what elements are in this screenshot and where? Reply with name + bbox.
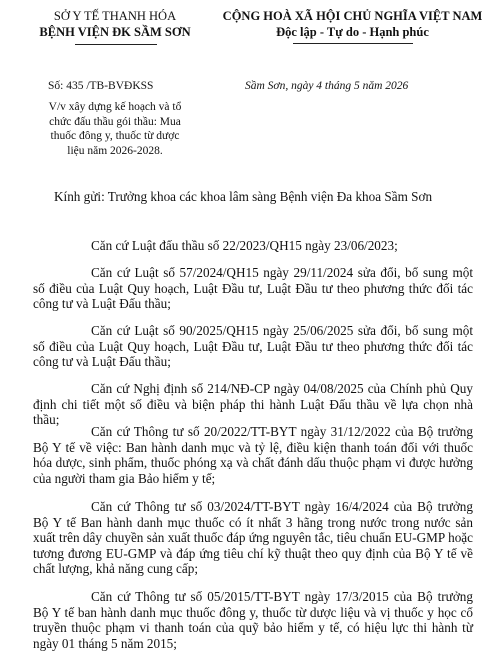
paragraph: Căn cứ Nghị định số 214/NĐ-CP ngày 04/08/2025 của Chính phủ Quy định chi tiết một số điều và biện pháp thi hành Luật Đấu thầu về lựa chọn nhà thầu; bbox=[33, 381, 473, 428]
hospital-underline bbox=[75, 44, 157, 45]
national-title: CỘNG HOÀ XÃ HỘI CHỦ NGHĨA VIỆT NAM bbox=[222, 9, 483, 23]
paragraph: Căn cứ Thông tư số 03/2024/TT-BYT ngày 16/4/2024 của Bộ trưởng Bộ Y tế Ban hành danh mục thuốc có ít nhất 3 hãng trong nước trong nước sản xuất trên dây chuyền sản xuất thuốc đáp ứng nguyên tắc, tiêu chuẩn EU-GMP hoặc tương đương EU-GMP và đáp ứng tiêu chí kỹ thuật theo quy định của Bộ Y tế về chất lượng, khả năng cung cấp; bbox=[33, 499, 473, 577]
document-number: Số: 435 /TB-BVĐKSS bbox=[48, 80, 154, 92]
paragraph: Căn cứ Luật số 90/2025/QH15 ngày 25/06/2025 sửa đổi, bổ sung một số điều của Luật Quy hoạch, Luật Đầu tư, Luật Đầu tư theo phương thức đối tác công tư và Luật Đấu thầu; bbox=[33, 323, 473, 370]
recipient-line: Kính gửi: Trưởng khoa các khoa lâm sàng Bệnh viện Đa khoa Sầm Sơn bbox=[54, 189, 433, 204]
subject-line: chức đấu thầu gói thầu: Mua bbox=[49, 115, 181, 128]
hospital-name: BỆNH VIỆN ĐK SẦM SƠN bbox=[39, 25, 191, 39]
paragraph: Căn cứ Thông tư số 05/2015/TT-BYT ngày 17/3/2015 của Bộ trưởng Bộ Y tế ban hành danh mục thuốc đông y, thuốc từ dược liệu và vị thuốc y học cổ truyền thuộc phạm vi thanh toán của quỹ bảo hiểm y tế, có hiệu lực thi hành từ ngày 01 tháng 5 năm 2015; bbox=[33, 589, 473, 651]
subject-line: liệu năm 2026-2028. bbox=[67, 144, 163, 157]
place-date: Sầm Sơn, ngày 4 tháng 5 năm 2026 bbox=[245, 80, 409, 92]
paragraph: Căn cứ Thông tư số 20/2022/TT-BYT ngày 31/12/2022 của Bộ trưởng Bộ Y tế về việc: Ban hành danh mục và tỷ lệ, điều kiện thanh toán đối với thuốc hóa dược, sinh phẩm, thuốc phóng xạ và chất đánh dấu thuộc phạm vi được hưởng của người tham gia Bảo hiểm y tế; bbox=[33, 424, 473, 486]
paragraph: Căn cứ Luật số 57/2024/QH15 ngày 29/11/2024 sửa đổi, bổ sung một số điều của Luật Quy hoạch, Luật Đầu tư, Luật Đầu tư theo phương thức đối tác công tư và Luật Đấu thầu; bbox=[33, 265, 473, 312]
national-motto: Độc lập - Tự do - Hạnh phúc bbox=[276, 25, 429, 39]
motto-underline bbox=[293, 43, 413, 44]
paragraph: Căn cứ Luật đấu thầu số 22/2023/QH15 ngày 23/06/2023; bbox=[91, 238, 398, 253]
subject-block bbox=[30, 100, 200, 158]
issuing-agency: SỞ Y TẾ THANH HÓA bbox=[53, 9, 177, 23]
subject-line: V/v xây dựng kế hoạch và tổ bbox=[48, 101, 182, 113]
subject-line: thuốc đông y, thuốc từ dược bbox=[50, 130, 180, 142]
